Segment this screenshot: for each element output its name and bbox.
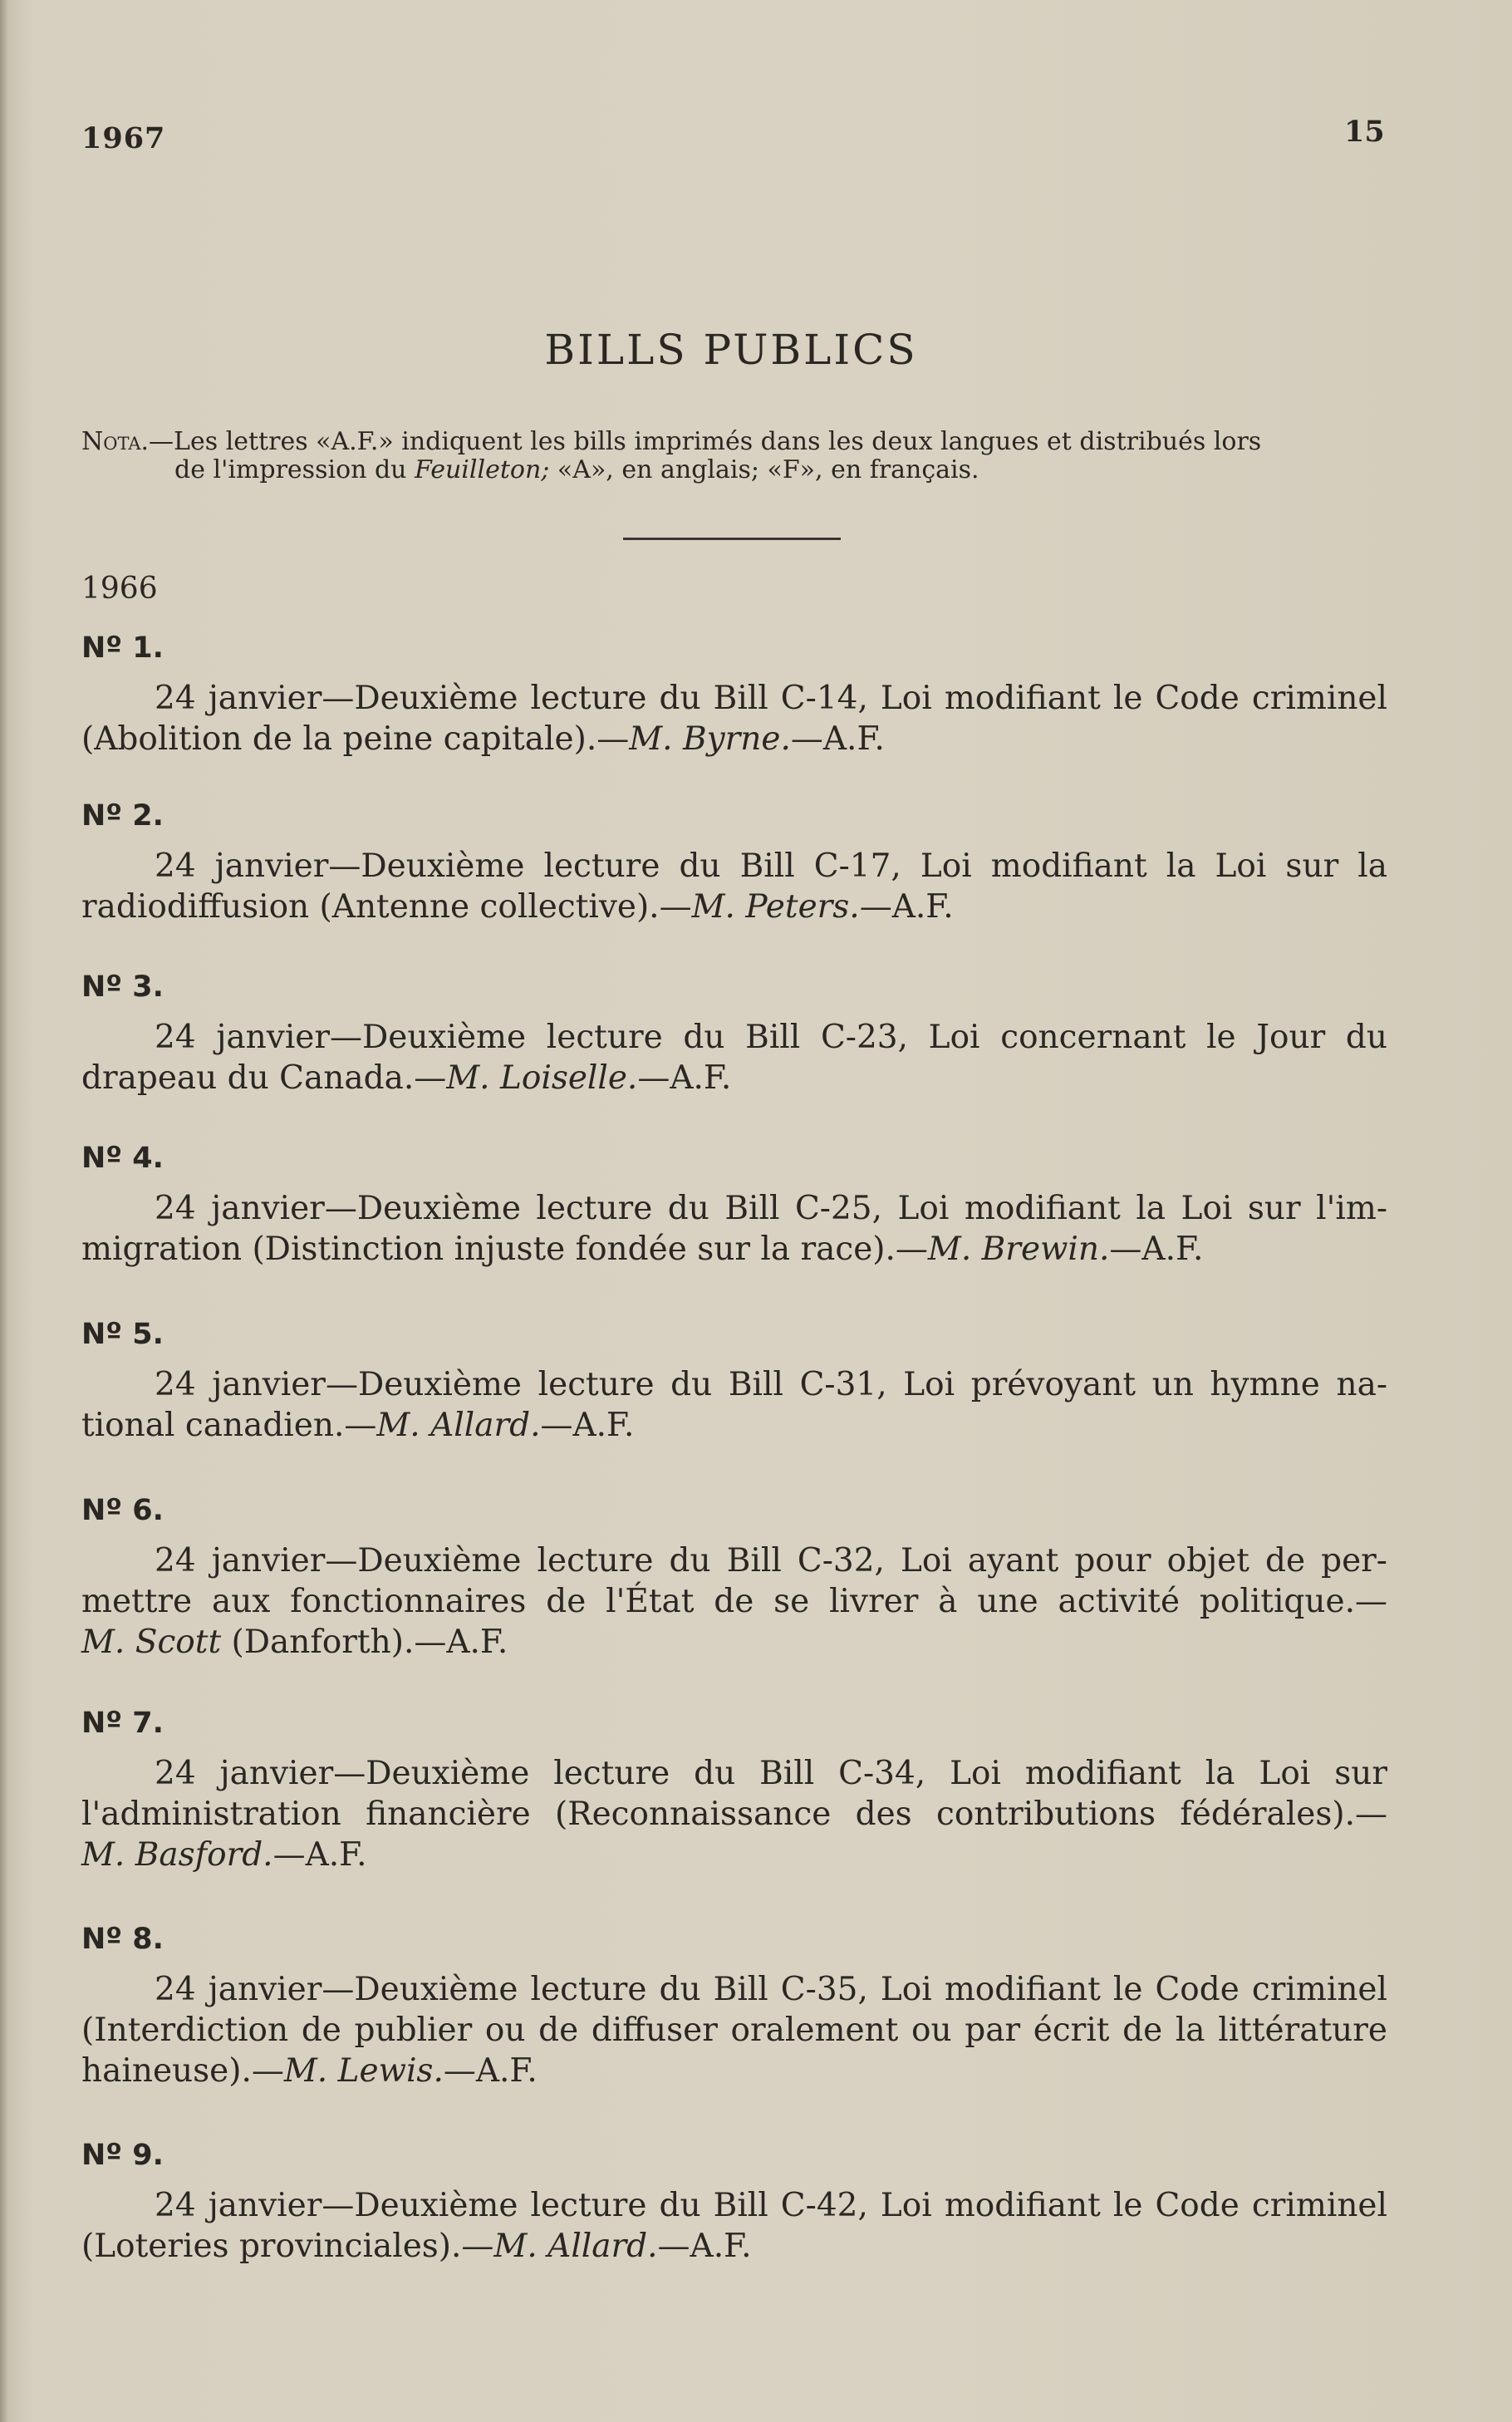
member-name: M. Scott [81,1624,222,1661]
bill-number: Nº 4. [81,1142,164,1175]
member-name: M. Allard. [493,2228,658,2265]
member-name: M. Lewis. [283,2052,444,2090]
bill-text: 24 janvier—Deuxième lecture du Bill C-25, Loi modifiant la Loi sur l'im- migration (Distinction injuste fondée sur la race).—M. Brewin.—A.F. [81,1190,1387,1268]
bill-number: Nº 6. [81,1494,164,1527]
member-name: M. Basford. [81,1836,273,1874]
bill-text: 24 janvier—Deuxième lecture du Bill C-17, Loi modifiant la Loi sur la radiodiffusion (Antenne collective).—M. Peters.—A.F. [81,847,1387,926]
bill-number: Nº 2. [81,799,164,833]
bill-number: Nº 5. [81,1318,164,1351]
bill-text: 24 janvier—Deuxième lecture du Bill C-34, Loi modifiant la Loi sur l'administration financière (Reconnaissance des contributions fédérales).— M. Basford.—A.F. [81,1755,1387,1874]
section-title: BILLS PUBLICS [544,326,918,374]
bill-entry-8 [81,1923,1387,2091]
member-name: M. Loiselle. [446,1059,638,1097]
bill-entry-3 [81,970,1387,1098]
member-name: M. Byrne. [629,720,791,758]
bill-number: Nº 7. [81,1707,164,1740]
member-name: M. Allard. [376,1407,541,1444]
nota-line-2: de l'impression du Feuilleton; «A», en anglais; «F», en français. [174,455,979,484]
divider-rule [623,538,841,540]
bill-entry-2 [81,799,1387,927]
bill-number: Nº 1. [81,631,164,665]
bill-text: 24 janvier—Deuxième lecture du Bill C-31, Loi prévoyant un hymne na- tional canadien.—M. Allard.—A.F. [81,1366,1387,1444]
bill-entry-7 [81,1707,1387,1875]
header-year: 1967 [81,121,166,155]
member-name: M. Peters. [691,888,860,926]
bill-entry-4 [81,1142,1387,1270]
nota-note [81,428,1386,484]
page-number: 15 [1344,115,1385,149]
nota-line-1: Nota.—Les lettres «A.F.» indiquent les bills imprimés dans les deux langues et distribués lors [81,427,1262,456]
bill-text: 24 janvier—Deuxième lecture du Bill C-23, Loi concernant le Jour du drapeau du Canada.—M. Loiselle.—A.F. [81,1019,1387,1097]
bill-number: Nº 9. [81,2139,164,2172]
member-name: M. Brewin. [927,1231,1110,1268]
bill-number: Nº 8. [81,1923,164,1956]
bill-text: 24 janvier—Deuxième lecture du Bill C-14, Loi modifiant le Code criminel (Abolition de la peine capitale).—M. Byrne.—A.F. [81,680,1387,758]
session-year: 1966 [81,572,158,606]
bill-number: Nº 3. [81,970,164,1004]
bill-text: 24 janvier—Deuxième lecture du Bill C-32, Loi ayant pour objet de per- mettre aux fonctionnaires de l'État de se livrer à une activité politique.— M. Scott (Danforth).—A.F. [81,1542,1387,1661]
bill-entry-5 [81,1318,1387,1446]
bill-entry-9 [81,2139,1387,2267]
bill-text: 24 janvier—Deuxième lecture du Bill C-35, Loi modifiant le Code criminel (Interdiction de publier ou de diffuser oralement ou par écrit de la littérature haineuse).—M. Lewis.—A.F. [81,1971,1387,2090]
bill-entry-6 [81,1494,1387,1663]
bill-entry-1 [81,631,1387,759]
bill-text: 24 janvier—Deuxième lecture du Bill C-42, Loi modifiant le Code criminel (Loteries provinciales).—M. Allard.—A.F. [81,2187,1387,2265]
nota-label: Nota. [81,427,150,456]
